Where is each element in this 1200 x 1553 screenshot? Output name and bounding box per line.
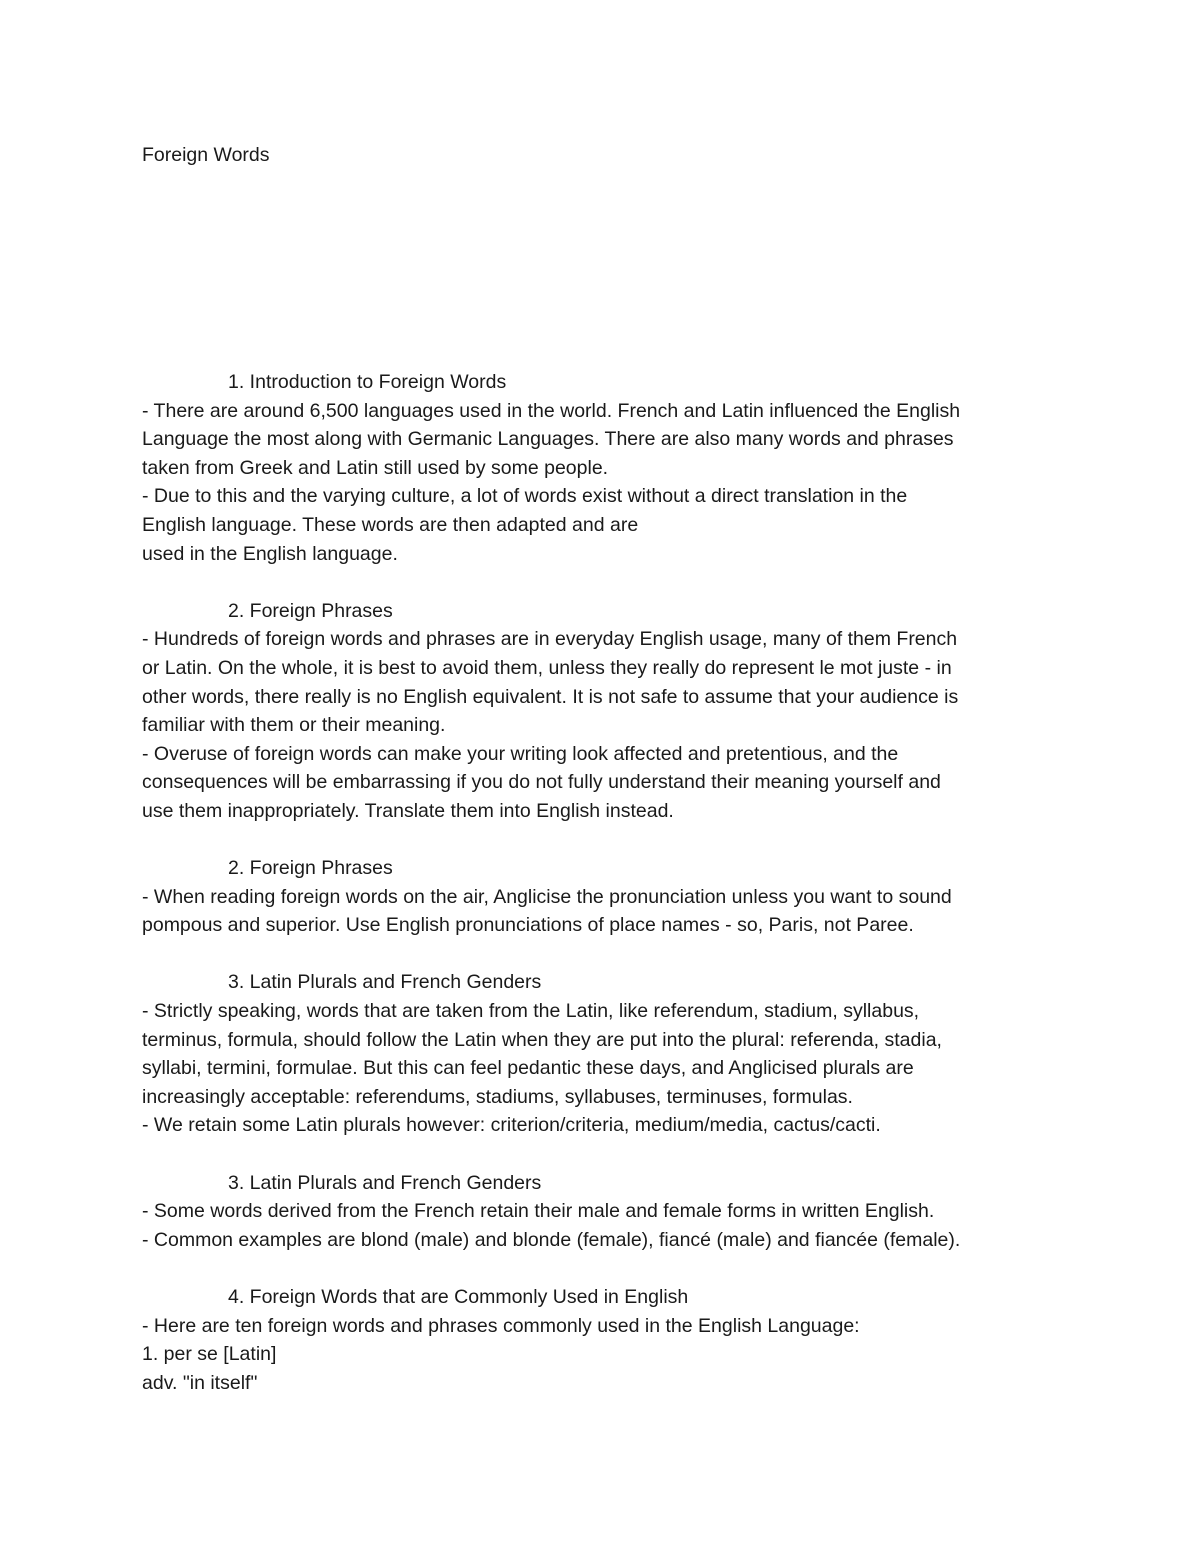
- paragraph: [142, 1312, 1062, 1341]
- section-heading: 3. Latin Plurals and French Genders: [228, 971, 542, 994]
- text-line: or Latin. On the whole, it is best to avoid them, unless they really do represent le mot juste - in: [142, 656, 952, 679]
- paragraph: [142, 397, 1062, 483]
- text-line: - When reading foreign words on the air, Anglicise the pronunciation unless you want to sound: [142, 885, 952, 908]
- paragraph: [142, 740, 1062, 826]
- paragraph: [142, 1111, 1062, 1140]
- section: [142, 1169, 1062, 1255]
- paragraph: [142, 1197, 1062, 1226]
- text-line: other words, there really is no English equivalent. It is not safe to assume that your audience is: [142, 685, 959, 708]
- text-line: - Hundreds of foreign words and phrases are in everyday English usage, many of them French: [142, 628, 958, 651]
- section-heading: 2. Foreign Phrases: [228, 857, 393, 880]
- section: [142, 597, 1062, 826]
- text-line: taken from Greek and Latin still used by some people.: [142, 456, 609, 479]
- text-line: pompous and superior. Use English pronunciations of place names - so, Paris, not Paree.: [142, 914, 914, 937]
- section-heading: 3. Latin Plurals and French Genders: [228, 1171, 542, 1194]
- paragraph: [142, 883, 1062, 940]
- section: [142, 968, 1062, 1140]
- text-line: adv. "in itself": [142, 1371, 258, 1394]
- text-line: - Due to this and the varying culture, a lot of words exist without a direct translation in the: [142, 485, 908, 508]
- text-line: English language. These words are then adapted and are: [142, 513, 639, 536]
- paragraph: [142, 1369, 1062, 1398]
- text-line: syllabi, termini, formulae. But this can feel pedantic these days, and Anglicised plurals are: [142, 1057, 914, 1080]
- paragraph: [142, 997, 1062, 1111]
- text-line: - We retain some Latin plurals however: criterion/criteria, medium/media, cactus/cacti.: [142, 1114, 881, 1137]
- text-line: - Common examples are blond (male) and blonde (female), fiancé (male) and fiancée (female).: [142, 1228, 961, 1251]
- section: [142, 368, 1062, 568]
- text-line: use them inappropriately. Translate them into English instead.: [142, 799, 674, 822]
- text-line: terminus, formula, should follow the Latin when they are put into the plural: referenda, stadia,: [142, 1028, 942, 1051]
- section-heading: 4. Foreign Words that are Commonly Used in English: [228, 1286, 689, 1308]
- text-line: - There are around 6,500 languages used in the world. French and Latin influenced the English: [142, 399, 961, 422]
- text-line: - Overuse of foreign words can make your writing look affected and pretentious, and the: [142, 742, 899, 765]
- document-title: Foreign Words: [142, 144, 270, 166]
- text-line: familiar with them or their meaning.: [142, 714, 446, 737]
- text-line: - Some words derived from the French retain their male and female forms in written English.: [142, 1200, 935, 1223]
- text-line: used in the English language.: [142, 542, 398, 565]
- text-line: consequences will be embarrassing if you do not fully understand their meaning yourself and: [142, 771, 941, 794]
- section-heading: 1. Introduction to Foreign Words: [228, 371, 507, 393]
- text-line: increasingly acceptable: referendums, stadiums, syllabuses, terminuses, formulas.: [142, 1085, 853, 1108]
- section-heading: 2. Foreign Phrases: [228, 599, 393, 622]
- paragraph: [142, 482, 1062, 568]
- paragraph: [142, 1226, 1062, 1255]
- text-line: - Here are ten foreign words and phrases commonly used in the English Language:: [142, 1314, 860, 1337]
- section: [142, 854, 1062, 940]
- text-line: - Strictly speaking, words that are taken from the Latin, like referendum, stadium, syllabus,: [142, 1000, 920, 1023]
- text-line: 1. per se [Latin]: [142, 1343, 277, 1366]
- document-body: [142, 368, 1062, 1426]
- text-line: Language the most along with Germanic Languages. There are also many words and phrases: [142, 428, 954, 451]
- section: [142, 1283, 1062, 1397]
- paragraph: [142, 625, 1062, 739]
- paragraph: [142, 1340, 1062, 1369]
